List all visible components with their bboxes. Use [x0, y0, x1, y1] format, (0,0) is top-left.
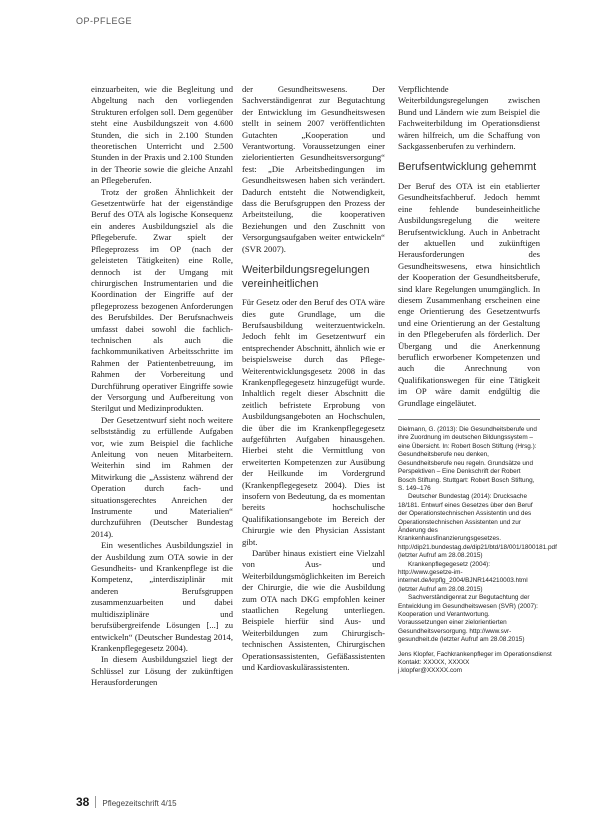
body-paragraph: Ein wesentliches Ausbildungsziel in der Ausbildung zum OTA sowie in der Gesundheits- und Krankenpflege ist die Kompetenz, „interdisziplinär mit anderen Berufsgruppen zusammenzuarbeiten und dabei multidisziplinäre und berufsübergreifende Lösungen [...] zu entwickeln“ (Deutscher Bundestag 2014, Krankenpflegegesetz 2004).: [91, 540, 233, 653]
reference-item: Sachverständigenrat zur Begutachtung der Entwicklung im Gesundheitswesen (SVR) (2007): Kooperation und Verantwortung. Voraussetzungen einer zielorientierten Gesundheitsversorgung. http://www.svr-gesundheit.de (letzter Aufruf am 28.08.2015): [398, 594, 538, 644]
section-label: OP-PFLEGE: [76, 16, 133, 26]
body-paragraph: In diesem Ausbildungsziel liegt der Schlüssel zur Lösung der zukünftigen Herausforderungen: [91, 654, 233, 688]
reference-item: Krankenpflegegesetz (2004): http://www.gesetze-im-internet.de/krpflg_2004/BJNR144210003.html (letzter Aufruf am 28.08.2015): [398, 560, 528, 593]
page-number: 38: [76, 795, 90, 809]
body-paragraph: der Gesundheitswesens. Der Sachverständigenrat zur Begutachtung der Entwicklung im Gesundheitswesen stellt in seinem 2007 veröffentlichten Gutachten „Kooperation und Verantwortung. Voraussetzungen einer zielorientierten Gesundheitsversorgung“ fest: „Die Arbeitsbedingungen im Gesundheitswesen haben sich verändert. Dadurch entsteht die Notwendigkeit, dass die Berufsgruppen den Prozess der Arbeitsteilung, die kooperativen Beziehungen und den Zuschnitt von Versorgungsaufgaben weiter entwickeln“ (SVR 2007).: [242, 84, 385, 254]
column-3: [398, 84, 557, 676]
footer-separator: [95, 796, 96, 808]
body-paragraph: Verpflichtende Weiterbildungsregelungen zwischen Bund und Ländern wie zum Beispiel die Fachweiterbildung im Operationsdienst wären hilfreich, um die Schaffung von Sackgassenberufen zu verhindern.: [398, 84, 540, 152]
body-paragraph: Für Gesetz oder den Beruf des OTA wäre dies gute Grundlage, um die Berufsausbildung weiterzuentwickeln. Jedoch fehlt im Gesetzentwurf ein entsprechender Abschnitt, ähnlich wie er beispielsweise durch das Pflege-Weiterentwicklungsgesetz 2008 in das Krankenpflegegesetz hinzugefügt wurde. Inhaltlich regelt dieser Abschnitt die zeitlich befristete Erprobung von Ausbildungsangeboten an Hochschulen, die über die im Krankenpflegegesetz aufgeführten Aufgaben hinausgehen. Hierbei steht die Vermittlung von erweiterten Kompetenzen zur Ausübung der Heilkunde im Vordergrund (Krankenpflegegesetz 2004). Dies ist insofern von Bedeutung, da es momentan bereits hochschulische Qualifikationsangebote im Bereich der Chirurgie wie den Physician Assistant gibt.: [242, 297, 385, 547]
reference-item: Deutscher Bundestag (2014): Drucksache 18/181. Entwurf eines Gesetzes über den Beruf der Operationstechnischen Assistentin und des Operationstechnischen Assistenten und zur Änderung des Krankenhausfinanzierungsgesetzes. http://dip21.bundestag.de/dip21/btd/18/001/1800181.pdf (letzter Aufruf am 28.08.2015): [398, 493, 557, 560]
author-email: j.klopfer@XXXXX.com: [398, 667, 463, 675]
author-name: Jens Klopfer, Fachkrankenpfleger im Operationsdienst: [398, 650, 552, 658]
reference-item: Dielmann, G. (2013): Die Gesundheitsberufe und ihre Zuordnung im deutschen Bildungssystem – eine Übersicht. In: Robert Bosch Stiftung (Hrsg.): Gesundheitsberufe neu denken, Gesundheitsberufe neu regeln. Grundsätze und Perspektiven – Eine Denkschrift der Robert Bosch Stiftung. Stuttgart: Robert Bosch Stiftung, S. 149–176: [398, 426, 537, 492]
body-paragraph: einzuarbeiten, wie die Begleitung und Abgeltung nach den vorliegenden Strukturen erfolgen soll. Dem gegenüber steht eine Ausbildungszeit von 4.600 Stunden, die sich in 2.100 Stunden theoretischen Unterricht und 2.500 Stunden in der Praxis und 2.100 Stunden in der Theorie sowie die gleiche Anzahl an Pflegeberufen.: [91, 84, 233, 186]
page-footer: [76, 795, 177, 809]
references-list: [398, 426, 557, 645]
subheading: Berufsentwicklung gehemmt: [398, 161, 537, 174]
divider: [398, 419, 540, 420]
body-paragraph: Der Beruf des OTA ist ein etablierter Gesundheitsfachberuf. Jedoch hemmt eine fehlende bundeseinheitliche Ausbildungsregelung die weitere Berufsentwicklung. Auch in Anbetracht der aktuellen und zukünftigen Herausforderungen des Gesundheitswesens, etwa hinsichtlich der Kooperation der Gesundheitsberufe, sind klare Regelungen unumgänglich. In diesem Zusammenhang erscheinen eine enge Orientierung des Gesetzentwurfs und eine Orientierung an der Gestaltung in den Pflegeberufen als förderlich. Der Übergang und die Anerkennung beruflich erworbener Kompetenzen und auch die Anrechnung von Qualifikationswegen für eine Tätigkeit im OP wäre damit endgültig die Grundlage eingeläutet.: [398, 180, 540, 408]
author-info: [398, 650, 552, 676]
column-1: [91, 84, 233, 689]
body-paragraph: Trotz der großen Ähnlichkeit der Gesetzentwürfe hat der eigenständige Beruf des OTA als logische Konsequenz ein anderes Ausbildungsziel als die Pflegeberufe. Zwar spielt der Pflegeprozess im OP (nach der geleisteten Tätigkeiten) eine Rolle, dennoch ist der Umgang mit chirurgischen Instrumentarien und die Koordination der Eingriffe auf der pflegeprozess bezogenen Anforderungen des Berufsbildes. Der Berufsnachweis umfasst dabei sowohl die fachlich-technischen als auch die fachkommunikativen Arbeitsschritte im Rahmen der Patientenbetreuung, im Rahmen der Vorbereitung und Durchführung operativer Eingriffe sowie der Versorgung und Aufbereitung von Sterilgut und Medizinprodukten.: [91, 186, 233, 414]
subheading: Weiterbildungsregelungen vereinheitlichen: [242, 264, 370, 290]
author-contact: Kontakt: XXXXX, XXXXX: [398, 659, 470, 667]
body-paragraph: Der Gesetzentwurf sieht noch weitere selbstständig zu erfüllende Aufgaben vor, wie zum Beispiel die fachliche Anleitung von neuen Mitarbeitern. Weiterhin sind im Rahmen der Mitwirkung die „Assistenz während der Operation durch fach- und situationsgerechtes Anreichen der Instrumente und Materialien“ durchzuführen (Deutscher Bundestag 2014).: [91, 414, 233, 539]
column-2: [242, 84, 385, 674]
body-paragraph: Darüber hinaus existiert eine Vielzahl von Aus- und Weiterbildungsmöglichkeiten im Bereich der Chirurgie, die wie die Ausbildung zum OTA nach DKG empfohlen keiner staatlichen Regelung unterliegen. Beispiele hierfür sind Aus- und Weiterbildungen zum Chirurgisch-technischen Assistenten, Chirurgischen Operationsassistenten, Gefäßassistenten und Kardiovaskulärassistenten.: [242, 548, 385, 673]
journal-name: Pflegezeitschrift 4/15: [102, 799, 177, 808]
